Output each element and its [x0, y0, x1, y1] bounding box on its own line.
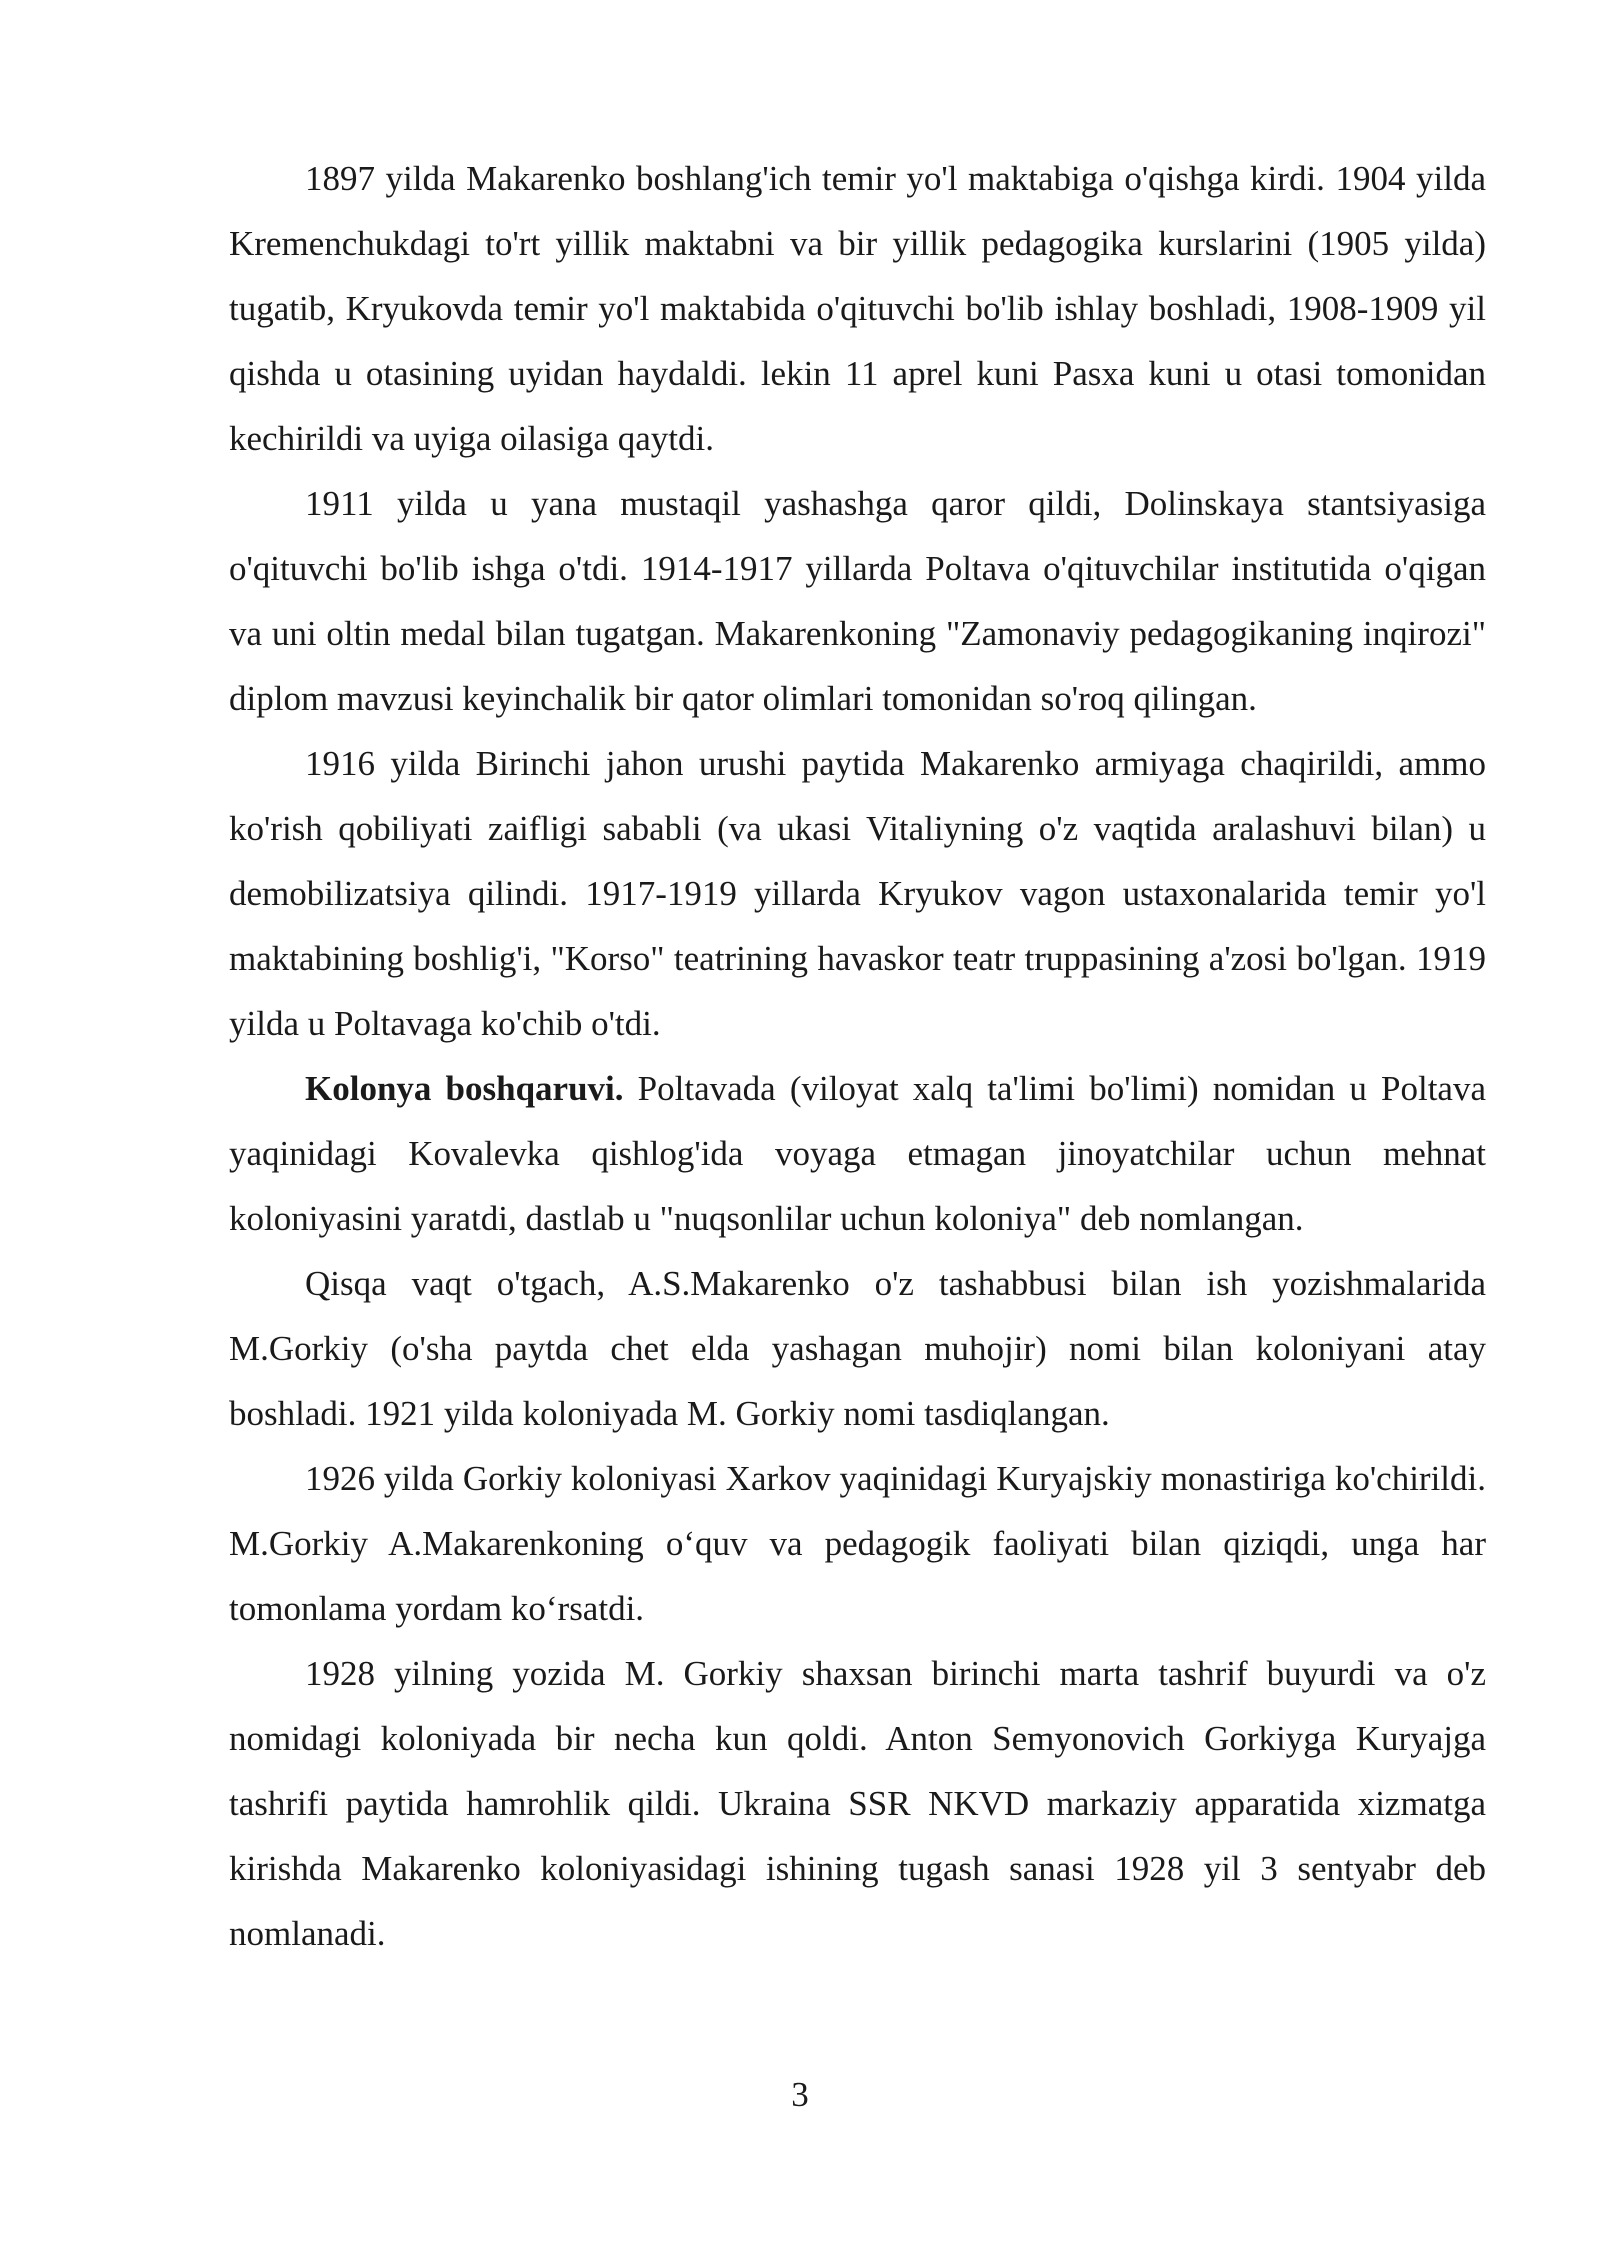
paragraph-text: 1897 yilda Makarenko boshlang'ich temir yo'l maktabiga o'qishga kirdi. 1904 yilda Kremenchukdagi to'rt yillik maktabni va bir yillik pedagogika kurslarini (1905 yilda) tugatib, Kryukovda temir yo'l maktabida o'qituvchi bo'lib ishlay boshladi, 1908-1909 yil qishda u otasining uyidan haydaldi. lekin 11 aprel kuni Pasxa kuni u otasi tomonidan kechirildi va uyiga oilasiga qaytdi.: [229, 159, 1486, 458]
paragraph-2: [229, 471, 1486, 731]
paragraph-text: Poltavada (viloyat xalq ta'limi bo'limi) nomidan u Poltava yaqinidagi Kovalevka qishlog'ida voyaga etmagan jinoyatchilar uchun mehnat koloniyasini yaratdi, dastlab u "nuqsonlilar uchun koloniya" deb nomlangan.: [229, 1069, 1486, 1238]
paragraph-1: [229, 146, 1486, 471]
section-heading: Kolonya boshqaruvi.: [305, 1069, 624, 1108]
paragraph-5: [229, 1251, 1486, 1446]
document-body: [229, 146, 1486, 1966]
page-number: 3: [791, 2075, 809, 2114]
paragraph-6: [229, 1446, 1486, 1641]
paragraph-4: [229, 1056, 1486, 1251]
paragraph-7: [229, 1641, 1486, 1966]
paragraph-text: 1926 yilda Gorkiy koloniyasi Xarkov yaqinidagi Kuryajskiy monastiriga ko'chirildi. M.Gorkiy A.Makarenkoning o‘quv va pedagogik faoliyati bilan qiziqdi, unga har tomonlama yordam ko‘rsatdi.: [229, 1459, 1486, 1628]
paragraph-text: 1928 yilning yozida M. Gorkiy shaxsan birinchi marta tashrif buyurdi va o'z nomidagi koloniyada bir necha kun qoldi. Anton Semyonovich Gorkiyga Kuryajga tashrifi paytida hamrohlik qildi. Ukraina SSR NKVD markaziy apparatida xizmatga kirishda Makarenko koloniyasidagi ishining tugash sanasi 1928 yil 3 sentyabr deb nomlanadi.: [229, 1654, 1486, 1953]
paragraph-3: [229, 731, 1486, 1056]
paragraph-text: 1911 yilda u yana mustaqil yashashga qaror qildi, Dolinskaya stantsiyasiga o'qituvchi bo'lib ishga o'tdi. 1914-1917 yillarda Poltava o'qituvchilar institutida o'qigan va uni oltin medal bilan tugatgan. Makarenkoning "Zamonaviy pedagogikaning inqirozi" diplom mavzusi keyinchalik bir qator olimlari tomonidan so'roq qilingan.: [229, 484, 1486, 718]
paragraph-text: Qisqa vaqt o'tgach, A.S.Makarenko o'z tashabbusi bilan ish yozishmalarida M.Gorkiy (o'sha paytda chet elda yashagan muhojir) nomi bilan koloniyani atay boshladi. 1921 yilda koloniyada M. Gorkiy nomi tasdiqlangan.: [229, 1264, 1486, 1433]
paragraph-text: 1916 yilda Birinchi jahon urushi paytida Makarenko armiyaga chaqirildi, ammo ko'rish qobiliyati zaifligi sababli (va ukasi Vitaliyning o'z vaqtida aralashuvi bilan) u demobilizatsiya qilindi. 1917-1919 yillarda Kryukov vagon ustaxonalarida temir yo'l maktabining boshlig'i, "Korso" teatrining havaskor teatr truppasining a'zosi bo'lgan. 1919 yilda u Poltavaga ko'chib o'tdi.: [229, 744, 1486, 1043]
